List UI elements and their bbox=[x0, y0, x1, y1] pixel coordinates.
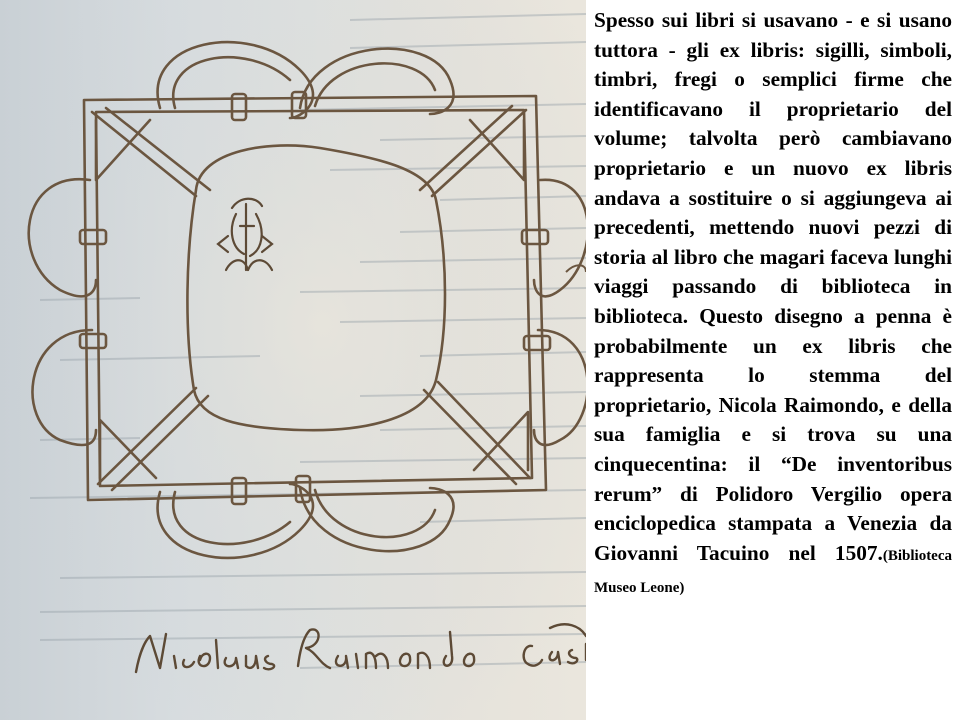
caption-body: Spesso sui libri si usavano - e si usano tuttora - gli ex libris: sigilli, simboli, timbri, fregi o semplici firme che identificavano il proprietario del volume; talvolta però cambiavano proprietario e un nuovo ex libris andava a sostituire o si aggiungeva ai precedenti, mettendo nuovi pezzi di storia al libro che magari faceva lunghi viaggi passando di biblioteca in biblioteca. Questo disegno a penna è probabilmente un ex libris che rappresenta lo stemma del proprietario, Nicola Raimondo, e della sua famiglia e si trova su una cinquecentina: il “De inventoribus rerum” di Polidoro Vergilio opera enciclopedica stampata a Venezia da Giovanni Tacuino nel 1507. bbox=[594, 8, 952, 565]
caption-source: (Biblioteca Museo Leone) bbox=[594, 547, 952, 597]
caption-text bbox=[594, 6, 952, 604]
